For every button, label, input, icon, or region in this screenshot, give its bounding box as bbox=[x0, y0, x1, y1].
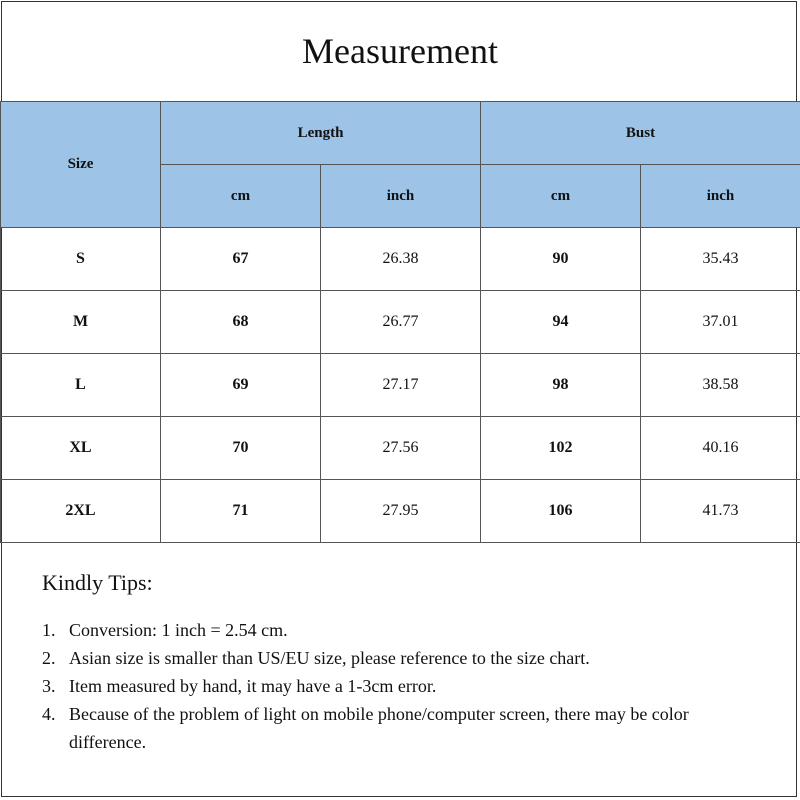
length-cm-cell: 71 bbox=[161, 480, 321, 543]
list-item bbox=[42, 672, 762, 700]
list-item-text: Conversion: 1 inch = 2.54 cm. bbox=[69, 620, 288, 640]
length-cm-cell: 67 bbox=[161, 228, 321, 291]
list-item bbox=[42, 644, 762, 672]
length-cm-header: cm bbox=[161, 165, 321, 228]
bust-inch-cell: 40.16 bbox=[641, 417, 800, 480]
size-cell: XL bbox=[1, 417, 161, 480]
length-header: Length bbox=[161, 102, 481, 165]
list-item-number: 1. bbox=[42, 620, 56, 640]
list-item bbox=[42, 700, 762, 756]
length-cm-cell: 70 bbox=[161, 417, 321, 480]
list-item bbox=[42, 616, 762, 644]
size-header: Size bbox=[1, 102, 161, 228]
bust-inch-cell: 35.43 bbox=[641, 228, 800, 291]
list-item-number: 4. bbox=[42, 704, 56, 724]
table-row bbox=[1, 417, 800, 480]
bust-cm-cell: 98 bbox=[481, 354, 641, 417]
bust-cm-cell: 94 bbox=[481, 291, 641, 354]
bust-inch-header: inch bbox=[641, 165, 800, 228]
list-item-text: Because of the problem of light on mobile phone/computer screen, there may be color difference. bbox=[69, 704, 689, 752]
length-inch-cell: 26.38 bbox=[321, 228, 481, 291]
bust-cm-cell: 102 bbox=[481, 417, 641, 480]
list-item-text: Asian size is smaller than US/EU size, please reference to the size chart. bbox=[69, 648, 590, 668]
size-cell: M bbox=[1, 291, 161, 354]
size-chart-table bbox=[0, 101, 800, 543]
tips-heading: Kindly Tips: bbox=[42, 570, 153, 595]
tips-section bbox=[42, 570, 762, 756]
length-inch-cell: 27.56 bbox=[321, 417, 481, 480]
bust-inch-cell: 37.01 bbox=[641, 291, 800, 354]
size-cell: 2XL bbox=[1, 480, 161, 543]
length-inch-header: inch bbox=[321, 165, 481, 228]
bust-inch-cell: 41.73 bbox=[641, 480, 800, 543]
length-inch-cell: 26.77 bbox=[321, 291, 481, 354]
list-item-number: 3. bbox=[42, 676, 56, 696]
tips-list bbox=[42, 616, 762, 756]
length-cm-cell: 68 bbox=[161, 291, 321, 354]
bust-header: Bust bbox=[481, 102, 800, 165]
bust-cm-cell: 106 bbox=[481, 480, 641, 543]
table-header-row bbox=[1, 102, 800, 165]
table-row bbox=[1, 480, 800, 543]
list-item-number: 2. bbox=[42, 648, 56, 668]
page-title: Measurement bbox=[302, 31, 498, 71]
table-row bbox=[1, 354, 800, 417]
length-inch-cell: 27.95 bbox=[321, 480, 481, 543]
length-cm-cell: 69 bbox=[161, 354, 321, 417]
size-cell: S bbox=[1, 228, 161, 291]
list-item-text: Item measured by hand, it may have a 1-3cm error. bbox=[69, 676, 437, 696]
length-inch-cell: 27.17 bbox=[321, 354, 481, 417]
bust-inch-cell: 38.58 bbox=[641, 354, 800, 417]
size-cell: L bbox=[1, 354, 161, 417]
bust-cm-cell: 90 bbox=[481, 228, 641, 291]
table-row bbox=[1, 228, 800, 291]
bust-cm-header: cm bbox=[481, 165, 641, 228]
table-row bbox=[1, 291, 800, 354]
